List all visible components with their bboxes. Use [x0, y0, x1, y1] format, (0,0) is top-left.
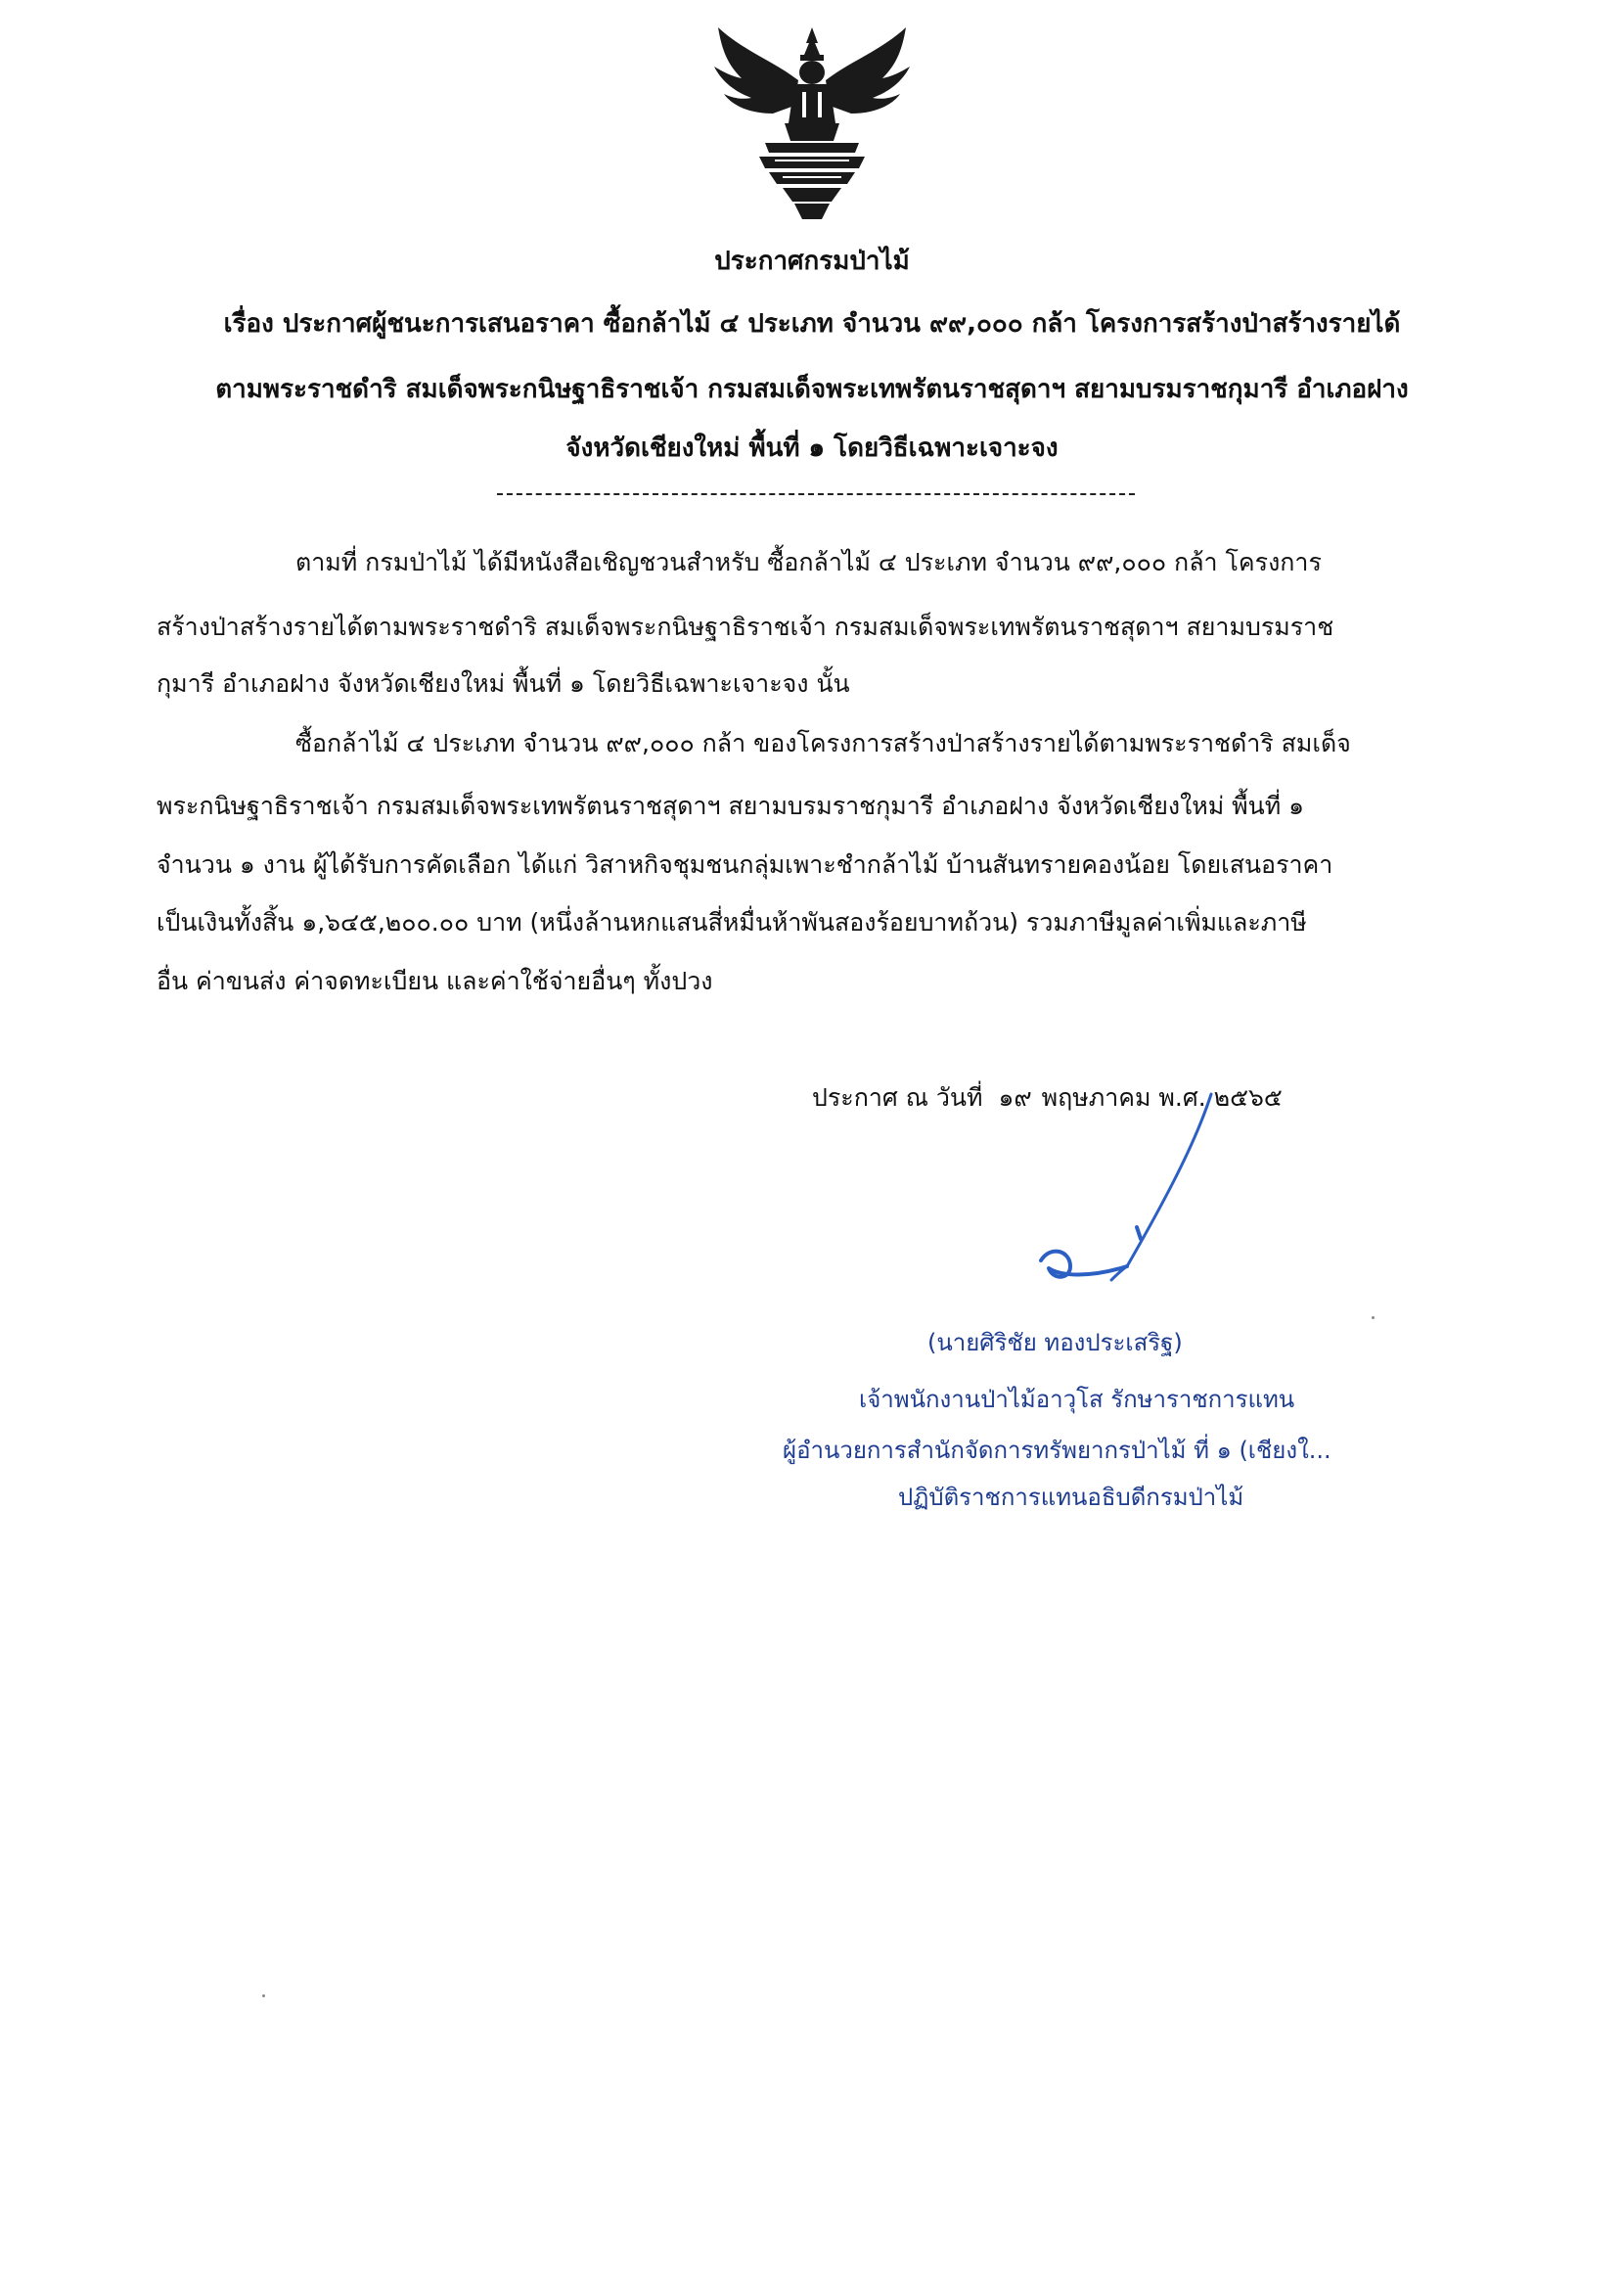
document-title: ประกาศกรมป่าไม้ — [714, 247, 910, 276]
paragraph-2-line: จำนวน ๑ งาน ผู้ได้รับการคัดเลือก ได้แก่ วิสาหกิจชุมชนกลุ่มเพาะชำกล้าไม้ บ้านสันทรายคองน้อย โดยเสนอราคา — [157, 850, 1333, 879]
paragraph-2-line: พระกนิษฐาธิราชเจ้า กรมสมเด็จพระเทพรัตนราชสุดาฯ สยามบรมราชกุมารี อำเภอฝาง จังหวัดเชียงใหม่ พื้นที่ ๑ — [157, 792, 1305, 820]
subject-line: เรื่อง ประกาศผู้ชนะการเสนอราคา ซื้อกล้าไม้ ๔ ประเภท จำนวน ๙๙,๐๐๐ กล้า โครงการสร้างป่าสร้างรายได้ — [223, 309, 1401, 339]
date-prefix: ประกาศ ณ วันที่ — [812, 1083, 983, 1112]
paragraph-2-line: อื่น ค่าขนส่ง ค่าจดทะเบียน และค่าใช้จ่ายอื่นๆ ทั้งปวง — [157, 967, 713, 995]
subject-line: จังหวัดเชียงใหม่ พื้นที่ ๑ โดยวิธีเฉพาะเจาะจง — [565, 434, 1059, 463]
signer-name: (นายศิริชัย ทองประเสริฐ) — [927, 1329, 1183, 1356]
signer-position: ปฏิบัติราชการแทนอธิบดีกรมป่าไม้ — [898, 1484, 1244, 1511]
paragraph-2-line: ซื้อกล้าไม้ ๔ ประเภท จำนวน ๙๙,๐๐๐ กล้า ของโครงการสร้างป่าสร้างรายได้ตามพระราชดำริ สมเด็จ — [295, 729, 1351, 757]
signature-mark — [1017, 1075, 1252, 1300]
signer-position: เจ้าพนักงานป่าไม้อาวุโส รักษาราชการแทน — [859, 1386, 1295, 1413]
section-divider — [497, 493, 1135, 495]
paragraph-1-line: สร้างป่าสร้างรายได้ตามพระราชดำริ สมเด็จพระกนิษฐาธิราชเจ้า กรมสมเด็จพระเทพรัตนราชสุดาฯ สยามบรมราช — [157, 613, 1334, 641]
subject-line: ตามพระราชดำริ สมเด็จพระกนิษฐาธิราชเจ้า กรมสมเด็จพระเทพรัตนราชสุดาฯ สยามบรมราชกุมารี อำเภอฝาง — [215, 375, 1409, 404]
paragraph-1-line: ตามที่ กรมป่าไม้ ได้มีหนังสือเชิญชวนสำหรับ ซื้อกล้าไม้ ๔ ประเภท จำนวน ๙๙,๐๐๐ กล้า โครงการ — [295, 548, 1322, 576]
scan-speck — [262, 1994, 265, 1997]
date-day: ๑๙ — [998, 1083, 1032, 1112]
date-month-year: พฤษภาคม พ.ศ. ๒๕๖๕ — [1041, 1083, 1283, 1112]
signer-position: ผู้อำนวยการสำนักจัดการทรัพยากรป่าไม้ ที่ ๑ (เชียงใ... — [783, 1437, 1331, 1464]
paragraph-1-line: กุมารี อำเภอฝาง จังหวัดเชียงใหม่ พื้นที่ ๑ โดยวิธีเฉพาะเจาะจง นั้น — [157, 669, 850, 698]
garuda-emblem-icon — [704, 22, 920, 227]
scan-speck — [1372, 1316, 1375, 1319]
paragraph-2-line: เป็นเงินทั้งสิ้น ๑,๖๔๕,๒๐๐.๐๐ บาท (หนึ่งล้านหกแสนสี่หมื่นห้าพันสองร้อยบาทถ้วน) รวมภาษีมูลค่าเพิ่มและภาษี — [157, 908, 1307, 937]
